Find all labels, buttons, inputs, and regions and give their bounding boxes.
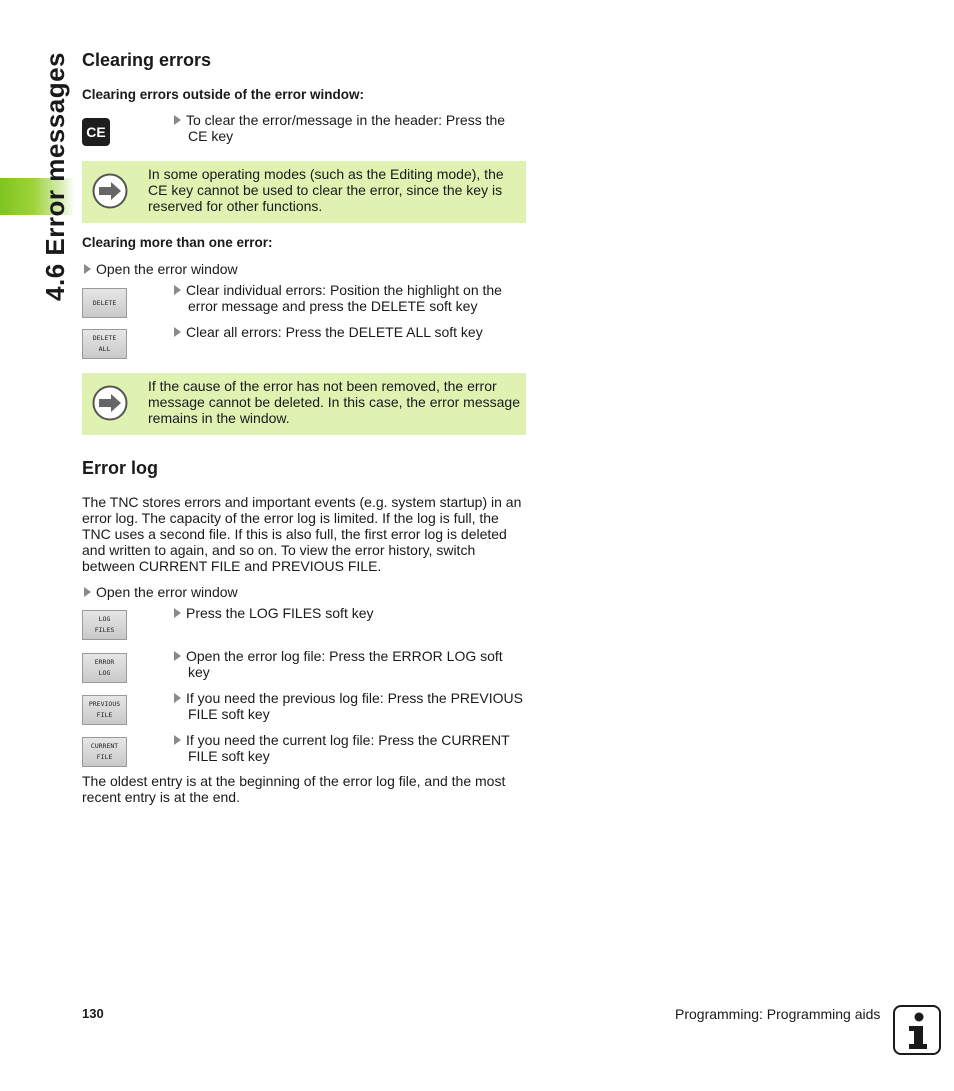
delete-softkey: DELETE: [82, 288, 127, 318]
step-open-window-2: Open the error window: [82, 584, 516, 600]
step-delete-all: Clear all errors: Press the DELETE ALL soft key: [172, 324, 536, 340]
closing-paragraph: The oldest entry is at the beginning of the error log file, and the most recent entry is at the end.: [82, 773, 506, 805]
step-ce-key: To clear the error/message in the header: Press the CE key: [172, 112, 536, 144]
note-box-ce: [82, 161, 526, 223]
step-log-files: Press the LOG FILES soft key: [172, 605, 536, 621]
page-number: 130: [82, 1006, 104, 1021]
step-error-log: Open the error log file: Press the ERROR LOG soft key: [172, 648, 536, 680]
section-side-title: 4.6 Error messages: [40, 52, 70, 301]
note-text-ce: In some operating modes (such as the Editing mode), the CE key cannot be used to clear the error, since the key is reserved for other functions.: [148, 166, 504, 214]
ce-key-icon: CE: [82, 118, 110, 146]
previous-file-softkey: PREVIOUS FILE: [82, 695, 127, 725]
info-icon: [893, 1005, 941, 1055]
info-glyph-icon: [895, 1007, 939, 1053]
arrow-right-icon: [92, 385, 128, 421]
heading-error-log: Error log: [82, 458, 159, 478]
chapter-title: Programming: Programming aids: [675, 1006, 881, 1022]
log-files-softkey: LOG FILES: [82, 610, 127, 640]
note-box-cause: [82, 373, 526, 435]
error-log-softkey: ERROR LOG: [82, 653, 127, 683]
step-delete: Clear individual errors: Position the highlight on the error message and press the DELETE soft key: [172, 282, 536, 314]
step-previous-file: If you need the previous log file: Press the PREVIOUS FILE soft key: [172, 690, 540, 722]
heading-clearing-errors: Clearing errors: [82, 50, 212, 70]
error-log-paragraph: The TNC stores errors and important events (e.g. system startup) in an error log. The capacity of the error log is limited. If the log is full, the TNC uses a second file. If this is also full, the first error log is deleted and written to again, and so on. To view the error history, switch between CURRENT FILE and PREVIOUS FILE.: [82, 494, 522, 574]
note-text-cause: If the cause of the error has not been removed, the error message cannot be deleted. In this case, the error message remains in the window.: [148, 378, 520, 426]
current-file-softkey: CURRENT FILE: [82, 737, 127, 767]
subheading-more-than-one: Clearing more than one error:: [82, 235, 273, 250]
arrow-right-icon: [92, 173, 128, 209]
step-current-file: If you need the current log file: Press the CURRENT FILE soft key: [172, 732, 540, 764]
delete-all-softkey: DELETE ALL: [82, 329, 127, 359]
step-open-window-1: Open the error window: [82, 261, 516, 277]
subheading-outside-window: Clearing errors outside of the error window:: [82, 87, 365, 102]
